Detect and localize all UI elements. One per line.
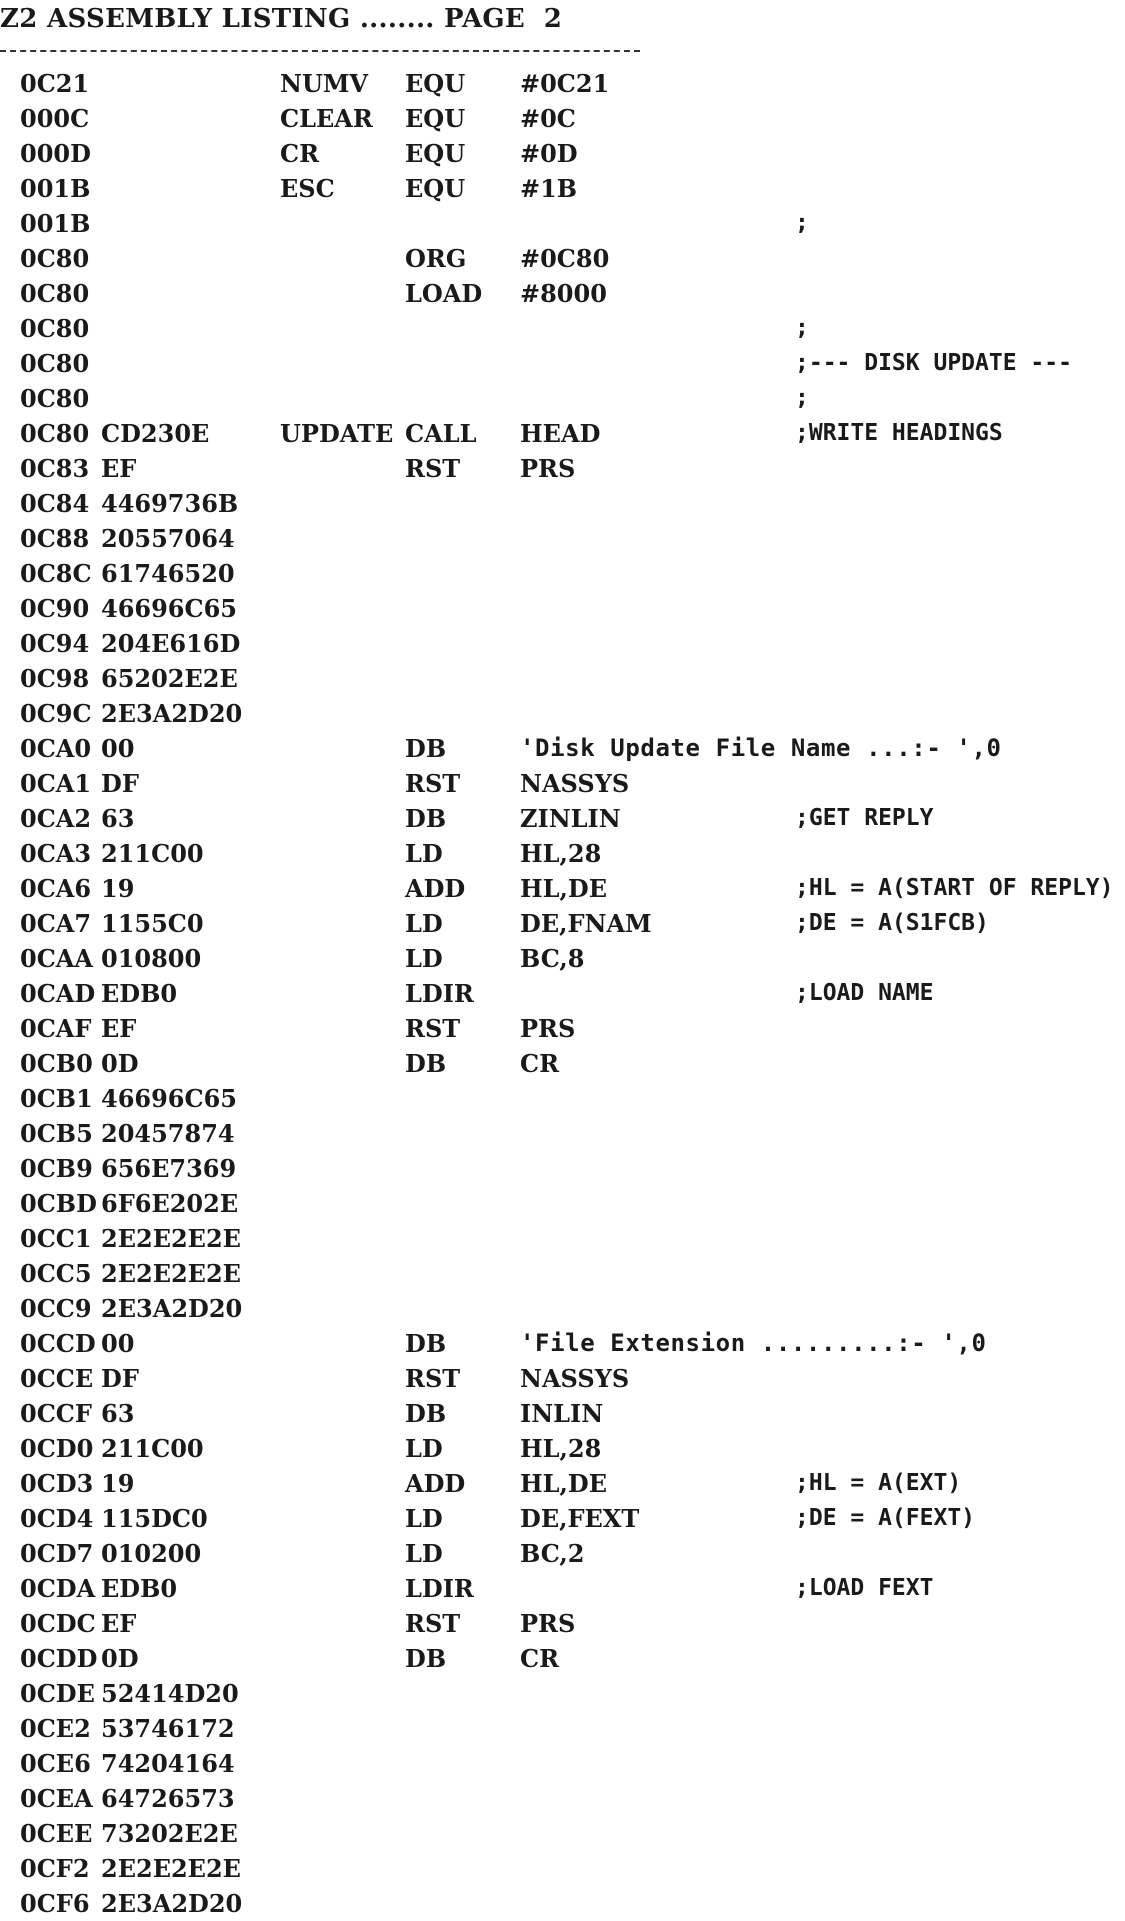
address-cell: 0C84: [20, 489, 90, 518]
listing-line: [0, 1151, 1125, 1186]
listing-line: [0, 1711, 1125, 1746]
object-code-cell: 010800: [101, 944, 202, 973]
mnemonic-cell: LD: [405, 909, 443, 938]
object-code-cell: 19: [101, 1469, 135, 1498]
operand-cell: DE,FNAM: [520, 909, 652, 938]
mnemonic-cell: DB: [405, 1329, 447, 1358]
mnemonic-cell: DB: [405, 1644, 447, 1673]
listing-line: [0, 906, 1125, 941]
address-cell: 0CD3: [20, 1469, 94, 1498]
listing-line: [0, 1256, 1125, 1291]
operand-cell: BC,2: [520, 1539, 585, 1568]
listing-line: [0, 171, 1125, 206]
mnemonic-cell: ADD: [405, 1469, 466, 1498]
operand-cell: CR: [520, 1644, 560, 1673]
object-code-cell: 00: [101, 1329, 135, 1358]
object-code-cell: EF: [101, 454, 137, 483]
address-cell: 0CEA: [20, 1784, 93, 1813]
mnemonic-cell: LD: [405, 944, 443, 973]
operand-cell: #0C80: [520, 244, 610, 273]
address-cell: 0CCF: [20, 1399, 92, 1428]
object-code-cell: 73202E2E: [101, 1819, 238, 1848]
mnemonic-cell: LD: [405, 1434, 443, 1463]
address-cell: 001B: [20, 174, 91, 203]
listing-line: [0, 451, 1125, 486]
listing-line: [0, 871, 1125, 906]
listing-line: [0, 1501, 1125, 1536]
address-cell: 0CAD: [20, 979, 96, 1008]
comment-cell: ;DE = A(S1FCB): [795, 910, 989, 936]
address-cell: 0CA6: [20, 874, 92, 903]
object-code-cell: 4469736B: [101, 489, 239, 518]
object-code-cell: EDB0: [101, 979, 178, 1008]
operand-cell: 'Disk Update File Name ...:- ',0: [520, 734, 1002, 762]
object-code-cell: 19: [101, 874, 135, 903]
mnemonic-cell: RST: [405, 1364, 461, 1393]
address-cell: 0CD4: [20, 1504, 94, 1533]
object-code-cell: 00: [101, 734, 135, 763]
listing-line: [0, 731, 1125, 766]
operand-cell: #0C: [520, 104, 576, 133]
listing-line: [0, 486, 1125, 521]
object-code-cell: 46696C65: [101, 1084, 237, 1113]
listing-line: [0, 136, 1125, 171]
address-cell: 0C9C: [20, 699, 92, 728]
operand-cell: HL,DE: [520, 874, 608, 903]
comment-cell: ;HL = A(START OF REPLY): [795, 875, 1114, 901]
address-cell: 0CDD: [20, 1644, 98, 1673]
address-cell: 0CA3: [20, 839, 92, 868]
listing-line: [0, 1361, 1125, 1396]
address-cell: 0C80: [20, 349, 90, 378]
address-cell: 0CF2: [20, 1854, 90, 1883]
mnemonic-cell: LD: [405, 839, 443, 868]
listing-line: [0, 1571, 1125, 1606]
assembly-listing: [0, 66, 1125, 1921]
mnemonic-cell: RST: [405, 769, 461, 798]
listing-line: [0, 591, 1125, 626]
address-cell: 0C80: [20, 279, 90, 308]
address-cell: 0CA2: [20, 804, 92, 833]
operand-cell: ZINLIN: [520, 804, 621, 833]
object-code-cell: 2E2E2E2E: [101, 1259, 241, 1288]
address-cell: 0C88: [20, 524, 90, 553]
listing-line: [0, 556, 1125, 591]
operand-cell: DE,FEXT: [520, 1504, 640, 1533]
address-cell: 0C80: [20, 384, 90, 413]
listing-line: [0, 1606, 1125, 1641]
address-cell: 0CB5: [20, 1119, 93, 1148]
comment-cell: ;DE = A(FEXT): [795, 1505, 976, 1531]
object-code-cell: DF: [101, 769, 139, 798]
object-code-cell: EF: [101, 1014, 137, 1043]
comment-cell: ;GET REPLY: [795, 805, 934, 831]
mnemonic-cell: DB: [405, 804, 447, 833]
address-cell: 0CC1: [20, 1224, 92, 1253]
address-cell: 001B: [20, 209, 91, 238]
object-code-cell: 2E3A2D20: [101, 1889, 243, 1918]
operand-cell: HL,28: [520, 839, 602, 868]
listing-line: [0, 801, 1125, 836]
address-cell: 0CDA: [20, 1574, 96, 1603]
listing-line: [0, 1641, 1125, 1676]
address-cell: 0CA1: [20, 769, 92, 798]
object-code-cell: 65202E2E: [101, 664, 238, 693]
address-cell: 0CA0: [20, 734, 92, 763]
listing-line: [0, 1746, 1125, 1781]
address-cell: 0CDC: [20, 1609, 96, 1638]
listing-line: [0, 1431, 1125, 1466]
label-cell: NUMV: [280, 69, 369, 98]
listing-line: [0, 1116, 1125, 1151]
label-cell: CLEAR: [280, 104, 373, 133]
address-cell: 0CE2: [20, 1714, 91, 1743]
address-cell: 0C80: [20, 419, 90, 448]
object-code-cell: 63: [101, 1399, 135, 1428]
object-code-cell: 115DC0: [101, 1504, 208, 1533]
mnemonic-cell: LOAD: [405, 279, 483, 308]
listing-line: [0, 1781, 1125, 1816]
address-cell: 0CC9: [20, 1294, 92, 1323]
mnemonic-cell: LDIR: [405, 979, 474, 1008]
listing-line: [0, 1816, 1125, 1851]
object-code-cell: 0D: [101, 1049, 139, 1078]
object-code-cell: 63: [101, 804, 135, 833]
address-cell: 0CBD: [20, 1189, 97, 1218]
address-cell: 0CB1: [20, 1084, 93, 1113]
comment-cell: ;--- DISK UPDATE ---: [795, 350, 1072, 376]
object-code-cell: 53746172: [101, 1714, 235, 1743]
object-code-cell: 74204164: [101, 1749, 235, 1778]
object-code-cell: 64726573: [101, 1784, 235, 1813]
operand-cell: #0D: [520, 139, 578, 168]
operand-cell: HL,28: [520, 1434, 602, 1463]
mnemonic-cell: RST: [405, 454, 461, 483]
address-cell: 0CB0: [20, 1049, 93, 1078]
address-cell: 0C80: [20, 314, 90, 343]
header-underline: [0, 50, 640, 52]
object-code-cell: 2E3A2D20: [101, 1294, 243, 1323]
listing-line: [0, 346, 1125, 381]
listing-line: [0, 1396, 1125, 1431]
address-cell: 0CEE: [20, 1819, 93, 1848]
mnemonic-cell: EQU: [405, 104, 466, 133]
listing-line: [0, 1466, 1125, 1501]
address-cell: 0CC5: [20, 1259, 92, 1288]
label-cell: UPDATE: [280, 419, 394, 448]
mnemonic-cell: RST: [405, 1014, 461, 1043]
listing-line: [0, 1011, 1125, 1046]
object-code-cell: 6F6E202E: [101, 1189, 239, 1218]
mnemonic-cell: DB: [405, 1049, 447, 1078]
comment-cell: ;LOAD FEXT: [795, 1575, 934, 1601]
operand-cell: NASSYS: [520, 769, 630, 798]
mnemonic-cell: LD: [405, 1504, 443, 1533]
operand-cell: #0C21: [520, 69, 610, 98]
object-code-cell: CD230E: [101, 419, 210, 448]
object-code-cell: EF: [101, 1609, 137, 1638]
object-code-cell: 0D: [101, 1644, 139, 1673]
listing-line: [0, 381, 1125, 416]
mnemonic-cell: EQU: [405, 174, 466, 203]
listing-line: [0, 1886, 1125, 1921]
comment-cell: ;HL = A(EXT): [795, 1470, 962, 1496]
listing-line: [0, 1536, 1125, 1571]
listing-line: [0, 1676, 1125, 1711]
listing-line: [0, 276, 1125, 311]
listing-line: [0, 1221, 1125, 1256]
object-code-cell: 204E616D: [101, 629, 241, 658]
operand-cell: HEAD: [520, 419, 601, 448]
listing-line: [0, 66, 1125, 101]
address-cell: 0C8C: [20, 559, 92, 588]
mnemonic-cell: EQU: [405, 69, 466, 98]
listing-line: [0, 241, 1125, 276]
object-code-cell: 46696C65: [101, 594, 237, 623]
operand-cell: PRS: [520, 1014, 576, 1043]
address-cell: 0C98: [20, 664, 90, 693]
mnemonic-cell: RST: [405, 1609, 461, 1638]
address-cell: 0CF6: [20, 1889, 90, 1918]
label-cell: CR: [280, 139, 320, 168]
address-cell: 0C90: [20, 594, 90, 623]
listing-line: [0, 766, 1125, 801]
object-code-cell: 656E7369: [101, 1154, 237, 1183]
object-code-cell: 2E2E2E2E: [101, 1854, 241, 1883]
object-code-cell: 20457874: [101, 1119, 235, 1148]
comment-cell: ;LOAD NAME: [795, 980, 934, 1006]
object-code-cell: 2E2E2E2E: [101, 1224, 241, 1253]
listing-line: [0, 696, 1125, 731]
mnemonic-cell: DB: [405, 1399, 447, 1428]
address-cell: 0CA7: [20, 909, 92, 938]
operand-cell: CR: [520, 1049, 560, 1078]
object-code-cell: 61746520: [101, 559, 235, 588]
address-cell: 000D: [20, 139, 91, 168]
address-cell: 0CAF: [20, 1014, 92, 1043]
listing-line: [0, 1851, 1125, 1886]
address-cell: 000C: [20, 104, 90, 133]
operand-cell: 'File Extension .........:- ',0: [520, 1329, 987, 1357]
operand-cell: HL,DE: [520, 1469, 608, 1498]
comment-cell: ;WRITE HEADINGS: [795, 420, 1003, 446]
mnemonic-cell: LDIR: [405, 1574, 474, 1603]
address-cell: 0C80: [20, 244, 90, 273]
address-cell: 0C83: [20, 454, 90, 483]
operand-cell: #8000: [520, 279, 607, 308]
listing-line: [0, 626, 1125, 661]
object-code-cell: EDB0: [101, 1574, 178, 1603]
mnemonic-cell: ORG: [405, 244, 467, 273]
address-cell: 0C94: [20, 629, 90, 658]
label-cell: ESC: [280, 174, 335, 203]
address-cell: 0CE6: [20, 1749, 91, 1778]
listing-line: [0, 1326, 1125, 1361]
page-title: Z2 ASSEMBLY LISTING ........ PAGE 2: [0, 4, 563, 34]
listing-line: [0, 836, 1125, 871]
operand-cell: INLIN: [520, 1399, 604, 1428]
address-cell: 0C21: [20, 69, 90, 98]
object-code-cell: 010200: [101, 1539, 202, 1568]
address-cell: 0CD0: [20, 1434, 94, 1463]
listing-line: [0, 1046, 1125, 1081]
listing-line: [0, 1081, 1125, 1116]
operand-cell: PRS: [520, 454, 576, 483]
object-code-cell: 2E3A2D20: [101, 699, 243, 728]
listing-line: [0, 206, 1125, 241]
object-code-cell: 211C00: [101, 1434, 204, 1463]
address-cell: 0CB9: [20, 1154, 93, 1183]
address-cell: 0CCD: [20, 1329, 96, 1358]
listing-line: [0, 1186, 1125, 1221]
address-cell: 0CDE: [20, 1679, 95, 1708]
object-code-cell: 211C00: [101, 839, 204, 868]
address-cell: 0CCE: [20, 1364, 94, 1393]
mnemonic-cell: DB: [405, 734, 447, 763]
listing-line: [0, 101, 1125, 136]
comment-cell: ;: [795, 385, 809, 411]
listing-line: [0, 311, 1125, 346]
address-cell: 0CD7: [20, 1539, 94, 1568]
comment-cell: ;: [795, 315, 809, 341]
object-code-cell: 20557064: [101, 524, 235, 553]
object-code-cell: 52414D20: [101, 1679, 239, 1708]
comment-cell: ;: [795, 210, 809, 236]
listing-line: [0, 941, 1125, 976]
object-code-cell: 1155C0: [101, 909, 204, 938]
operand-cell: PRS: [520, 1609, 576, 1638]
listing-line: [0, 661, 1125, 696]
listing-line: [0, 416, 1125, 451]
mnemonic-cell: LD: [405, 1539, 443, 1568]
address-cell: 0CAA: [20, 944, 94, 973]
object-code-cell: DF: [101, 1364, 139, 1393]
mnemonic-cell: CALL: [405, 419, 477, 448]
listing-line: [0, 976, 1125, 1011]
listing-line: [0, 521, 1125, 556]
mnemonic-cell: EQU: [405, 139, 466, 168]
mnemonic-cell: ADD: [405, 874, 466, 903]
listing-line: [0, 1291, 1125, 1326]
operand-cell: NASSYS: [520, 1364, 630, 1393]
operand-cell: #1B: [520, 174, 578, 203]
operand-cell: BC,8: [520, 944, 585, 973]
